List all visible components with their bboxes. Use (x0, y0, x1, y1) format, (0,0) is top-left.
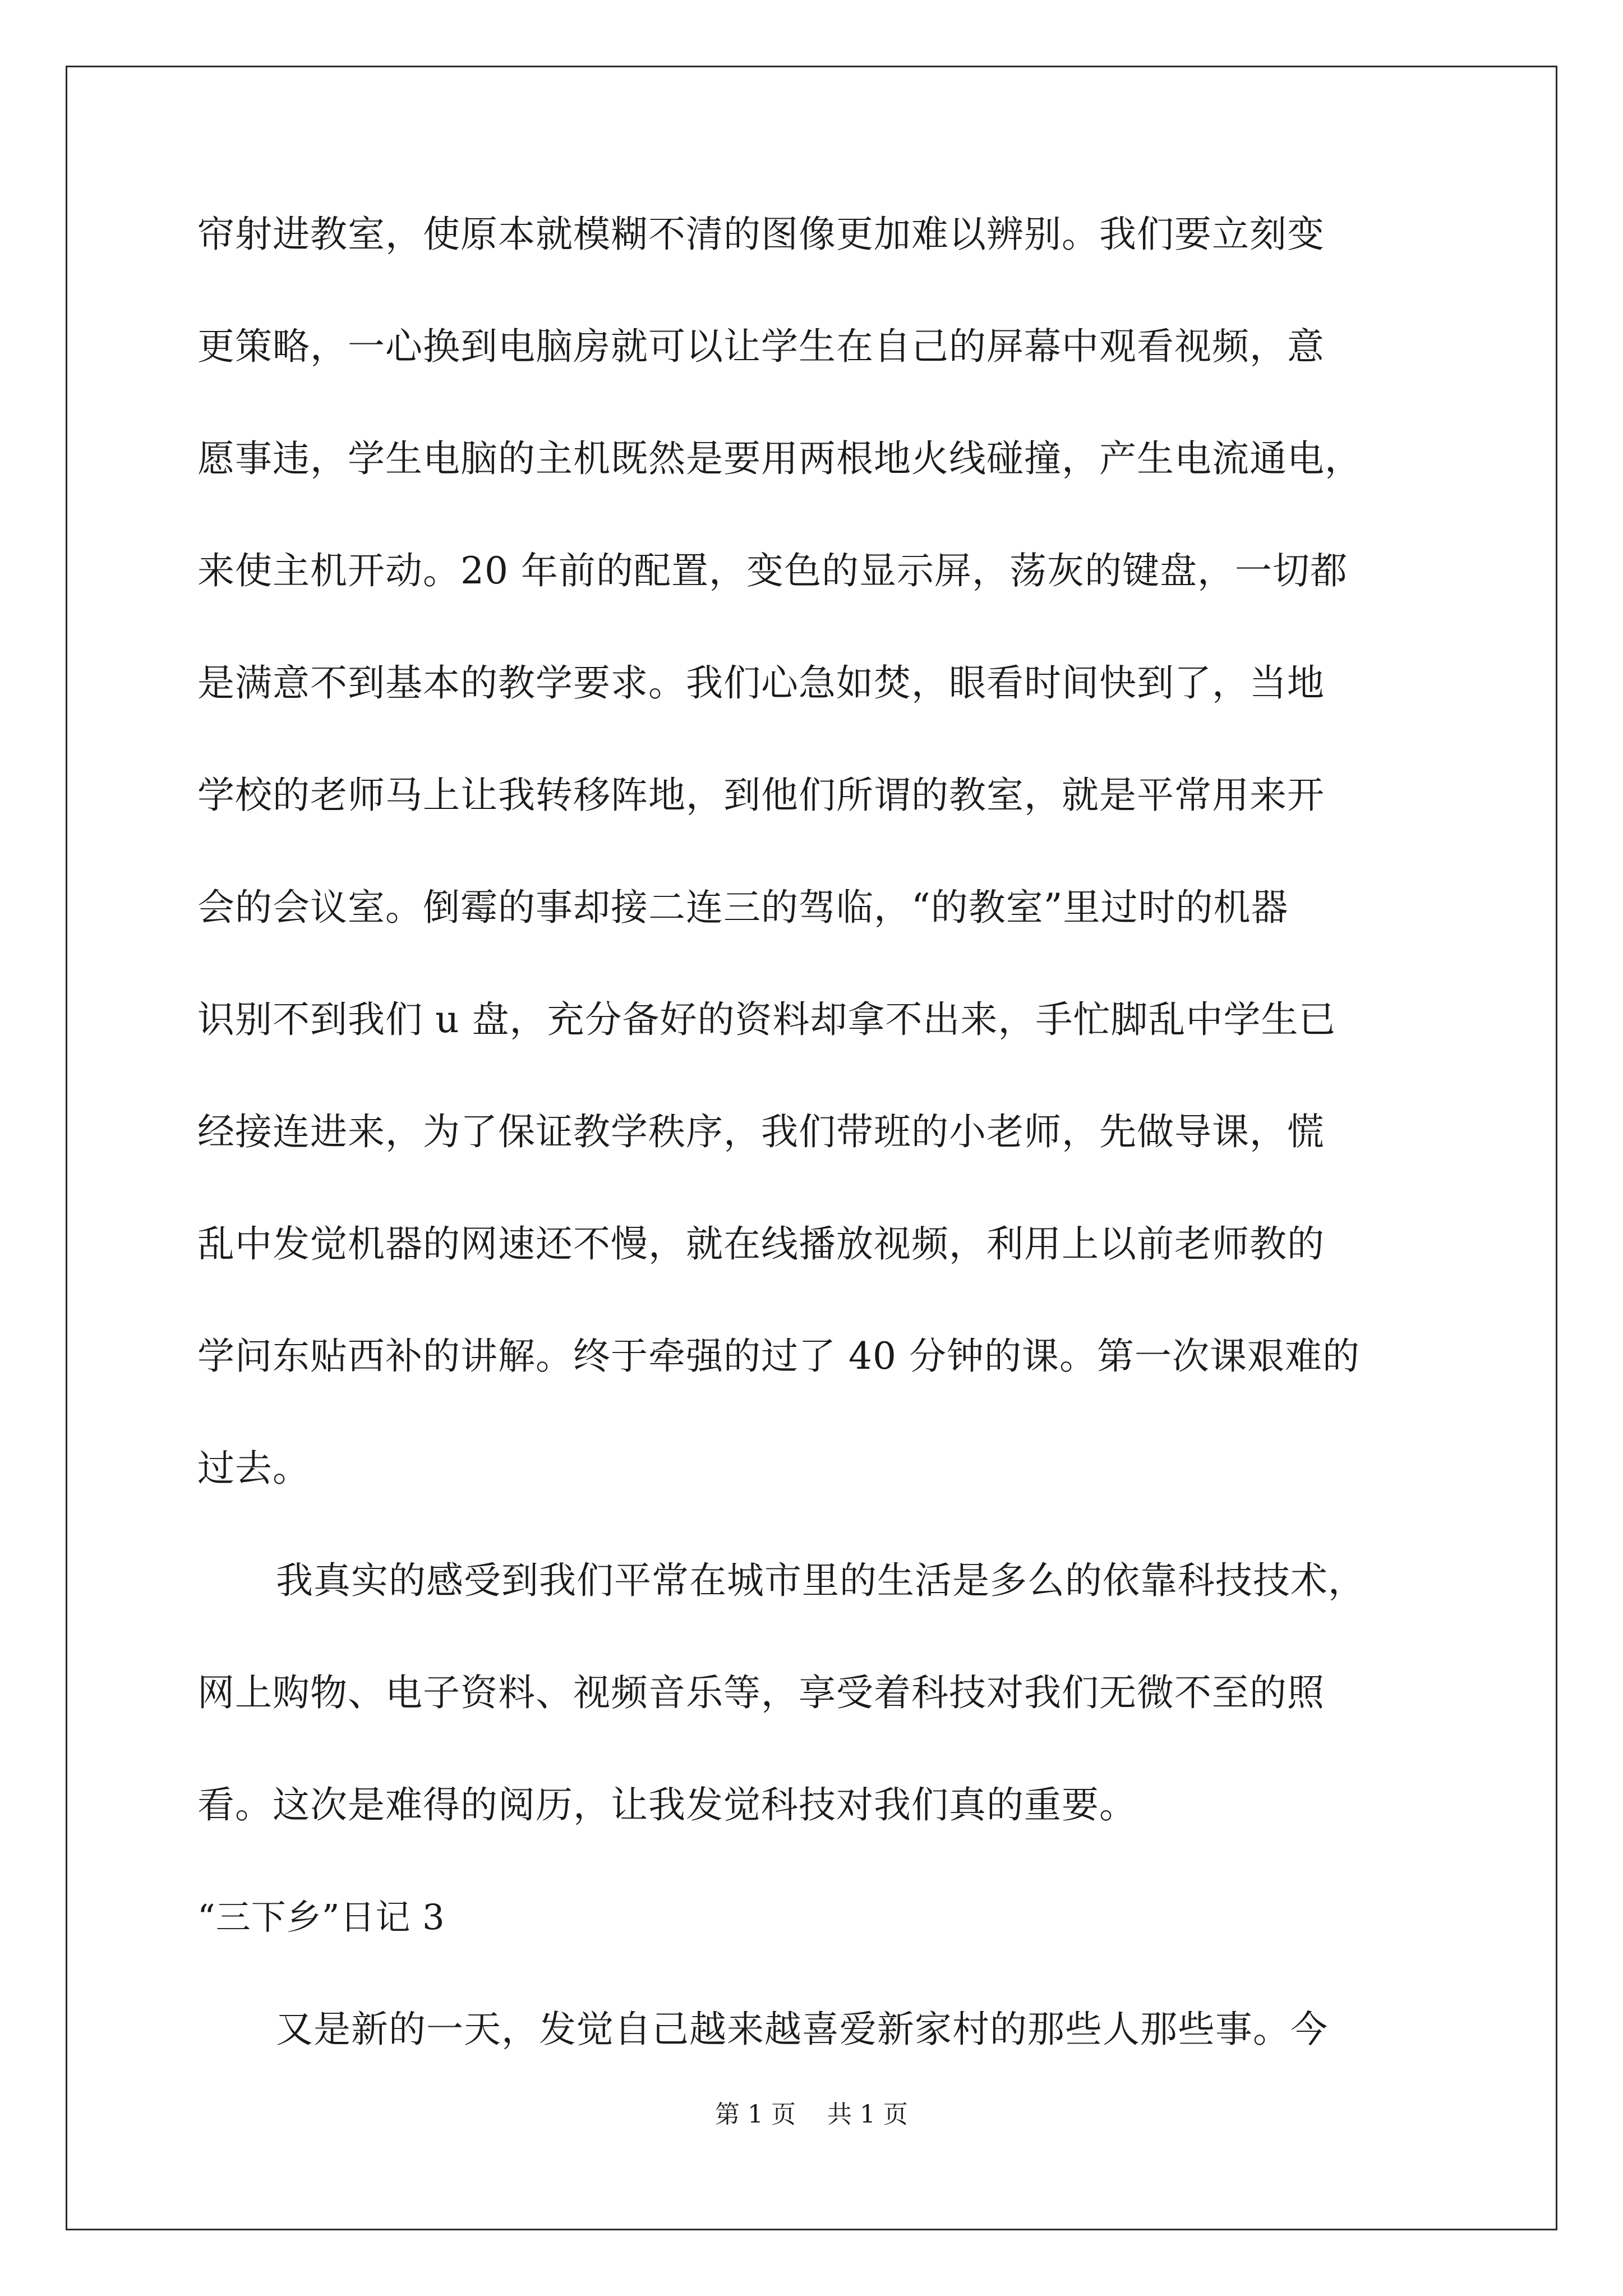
page-footer: 第 1 页 共 1 页 (715, 2100, 908, 2129)
text-line: 看。这次是难得的阅历，让我发觉科技对我们真的重要。 (197, 1783, 1137, 1826)
text-line: 会的会议室。倒霉的事却接二连三的驾临，“的教室”里过时的机器 (197, 886, 1289, 929)
text-line: 帘射进教室，使原本就模糊不清的图像更加难以辨别。我们要立刻变 (197, 213, 1325, 256)
text-line: 乱中发觉机器的网速还不慢，就在线播放视频，利用上以前老师教的 (197, 1222, 1325, 1266)
text-line: 网上购物、电子资料、视频音乐等，享受着科技对我们无微不至的照 (197, 1671, 1325, 1714)
paragraph-first-line: 我真实的感受到我们平常在城市里的生活是多么的依靠科技技术， (276, 1559, 1366, 1602)
text-line: 经接连进来，为了保证教学秩序，我们带班的小老师，先做导课，慌 (197, 1110, 1325, 1153)
document-body (197, 208, 1454, 2115)
text-line: 来使主机开动。20 年前的配置，变色的显示屏，荡灰的键盘，一切都 (197, 549, 1348, 592)
text-line: 识别不到我们 u 盘，充分备好的资料却拿不出来，手忙脚乱中学生已 (197, 998, 1336, 1041)
text-line: 学问东贴西补的讲解。终于牵强的过了 40 分钟的课。第一次课艰难的 (197, 1335, 1360, 1378)
paragraph-first-line: 又是新的一天，发觉自己越来越喜爱新家村的那些人那些事。今 (276, 2008, 1328, 2051)
text-line: 愿事违，学生电脑的主机既然是要用两根地火线碰撞，产生电流通电， (197, 437, 1362, 480)
text-line: 学校的老师马上让我转移阵地，到他们所谓的教室，就是平常用来开 (197, 774, 1325, 817)
section-heading: “三下乡”日记 3 (197, 1897, 445, 1938)
text-line: 过去。 (197, 1447, 310, 1490)
text-line: 是满意不到基本的教学要求。我们心急如焚，眼看时间快到了，当地 (197, 661, 1325, 705)
text-line: 更策略，一心换到电脑房就可以让学生在自己的屏幕中观看视频，意 (197, 325, 1325, 368)
